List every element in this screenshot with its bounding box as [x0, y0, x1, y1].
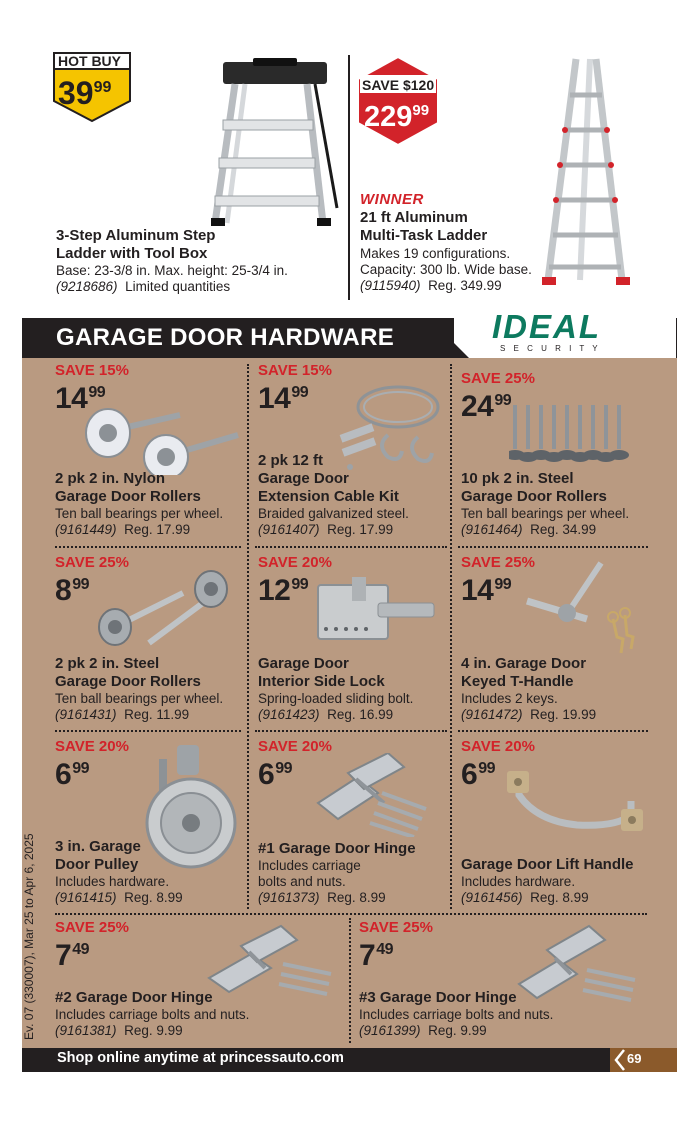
save-label: SAVE 20%	[461, 738, 535, 755]
product-name	[359, 989, 517, 1007]
sku-line	[360, 278, 532, 294]
desc-line: Makes 19 configurations.	[360, 246, 511, 261]
step-ladder-image	[205, 58, 345, 228]
product-desc	[55, 874, 183, 906]
sku: (9161472)	[461, 707, 523, 722]
grid-divider	[55, 730, 241, 732]
regular-price: Reg. 9.99	[124, 1023, 183, 1038]
product-name	[258, 840, 416, 858]
product-desc	[461, 874, 589, 906]
product-name	[258, 655, 385, 691]
grid-divider	[55, 913, 647, 915]
product-card-cable-kit	[258, 363, 448, 543]
price-cents: 99	[412, 102, 430, 119]
product-name	[258, 452, 399, 506]
product-card-lift-handle	[461, 739, 651, 911]
hot-buy-price	[58, 72, 111, 109]
ideal-logo-text: IDEAL	[492, 308, 601, 345]
sku: (9161449)	[55, 522, 117, 537]
price-cents: 99	[494, 392, 512, 409]
sku-line	[258, 522, 409, 538]
product-name	[55, 470, 201, 506]
product-name	[461, 856, 634, 874]
page-number-tab	[610, 1048, 677, 1072]
product-card-hinge-3	[359, 920, 651, 1042]
name-line: 10 pk 2 in. Steel	[461, 470, 574, 487]
product-desc	[461, 691, 596, 723]
product-desc	[55, 691, 223, 723]
sku-line	[55, 1023, 249, 1039]
product-desc	[55, 506, 223, 538]
name-line: Garage Door	[258, 470, 349, 487]
lift-handle-image	[497, 765, 647, 845]
sku: (9161381)	[55, 1023, 117, 1038]
save-label: SAVE 20%	[258, 738, 332, 755]
name-line: 2 pk 12 ft	[258, 452, 324, 469]
regular-price: Reg. 11.99	[124, 707, 190, 722]
side-lock-image	[308, 577, 438, 647]
price-dollars: 14	[258, 382, 291, 415]
desc-line: Includes carriage	[258, 858, 361, 873]
hinge-2-image	[205, 924, 345, 1006]
save-label: SAVE 25%	[359, 919, 433, 936]
price-cents: 99	[291, 384, 309, 401]
name-line: 3-Step Aluminum Step	[56, 227, 216, 244]
sku: (9161407)	[258, 522, 320, 537]
hot-buy-label: HOT BUY	[58, 53, 121, 69]
product-name	[461, 470, 607, 506]
product-card-nylon-rollers	[55, 363, 245, 543]
hinge-1-image	[308, 753, 448, 837]
sku-line	[258, 707, 413, 723]
page-number: 69	[627, 1051, 642, 1066]
product-desc	[258, 506, 409, 538]
save-label: SAVE 15%	[55, 362, 129, 379]
desc-line: Includes carriage bolts and nuts.	[55, 1007, 250, 1022]
multitask-ladder-image	[530, 55, 640, 287]
price-cents: 49	[72, 941, 89, 958]
name-line: #2 Garage Door Hinge	[55, 989, 213, 1006]
desc-line: Includes hardware.	[55, 874, 170, 889]
save-label: SAVE 25%	[55, 919, 129, 936]
desc-line: Includes carriage bolts and nuts.	[359, 1007, 554, 1022]
sku-line	[359, 1023, 553, 1039]
winner-price	[364, 96, 429, 132]
product-desc	[258, 858, 386, 906]
sku: (9115940)	[360, 278, 421, 293]
desc-line: Ten ball bearings per wheel.	[55, 506, 224, 521]
regular-price: Reg. 8.99	[530, 890, 589, 905]
grid-divider	[458, 730, 648, 732]
product-desc	[258, 691, 413, 723]
price-dollars: 8	[55, 574, 72, 607]
price-dollars: 12	[258, 574, 291, 607]
price-cents: 99	[72, 760, 89, 777]
sku-line	[258, 890, 386, 906]
regular-price: Reg. 8.99	[327, 890, 386, 905]
name-line: Door Pulley	[55, 856, 139, 873]
product-name	[55, 655, 201, 691]
name-line: Garage Door Rollers	[461, 488, 607, 505]
footer-shop-online-link[interactable]: Shop online anytime at princessauto.com	[57, 1050, 344, 1066]
grid-divider	[349, 918, 351, 1043]
sku: (9161464)	[461, 522, 523, 537]
sku: (9218686)	[56, 279, 118, 294]
price-dollars: 229	[364, 101, 413, 133]
name-line: 2 pk 2 in. Nylon	[55, 470, 166, 487]
product-desc-multitask-ladder	[360, 246, 532, 294]
sku-line	[461, 890, 589, 906]
desc-note: Limited quantities	[125, 279, 231, 294]
name-line: Extension Cable Kit	[258, 488, 399, 505]
grid-divider	[458, 546, 648, 548]
price-dollars: 7	[55, 939, 72, 972]
regular-price: Reg. 17.99	[327, 522, 394, 537]
sku: (9161399)	[359, 1023, 421, 1038]
name-line: 4 in. Garage Door	[461, 655, 587, 672]
sku: (9161373)	[258, 890, 320, 905]
product-name-step-ladder	[56, 227, 215, 263]
product-card-10pk-rollers	[461, 371, 651, 543]
desc-line: bolts and nuts.	[258, 874, 346, 889]
hinge-3-image	[515, 924, 645, 1014]
price-cents: 99	[72, 576, 89, 593]
price-dollars: 6	[461, 758, 478, 791]
name-line: 2 pk 2 in. Steel	[55, 655, 160, 672]
regular-price: Reg. 9.99	[428, 1023, 487, 1038]
price-dollars: 39	[58, 75, 94, 111]
product-card-t-handle	[461, 555, 651, 727]
save-label: SAVE 25%	[461, 554, 535, 571]
winner-brand-logo: WINNER	[360, 191, 424, 208]
name-line: Ladder with Tool Box	[56, 245, 208, 262]
product-card-pulley	[55, 739, 245, 911]
grid-divider	[247, 364, 249, 909]
product-desc	[461, 506, 629, 538]
steel-roller-image	[93, 567, 233, 647]
sku-line	[56, 279, 288, 295]
price-cents: 99	[88, 384, 106, 401]
desc-line: Base: 23-3/8 in. Max. height: 25-3/4 in.	[56, 263, 288, 278]
product-desc	[359, 1007, 553, 1039]
sku: (9161415)	[55, 890, 117, 905]
name-line: 3 in. Garage	[55, 838, 141, 855]
sku-line	[461, 707, 596, 723]
event-date-note: Ev. 07 (330007), Mar 25 to Apr 6, 2025	[22, 833, 36, 1040]
name-line: #3 Garage Door Hinge	[359, 989, 517, 1006]
sku: (9161456)	[461, 890, 523, 905]
name-line: Interior Side Lock	[258, 673, 385, 690]
save-label: SAVE 15%	[258, 362, 332, 379]
price-dollars: 6	[258, 758, 275, 791]
name-line: Garage Door Lift Handle	[461, 856, 634, 873]
price-dollars: 24	[461, 390, 494, 423]
product-card-hinge-2	[55, 920, 347, 1042]
section-title: GARAGE DOOR HARDWARE	[56, 324, 395, 351]
desc-line: Ten ball bearings per wheel.	[461, 506, 630, 521]
price-cents: 99	[478, 760, 495, 777]
save-label: SAVE 25%	[55, 554, 129, 571]
product-desc	[55, 1007, 249, 1039]
product-name	[55, 838, 141, 874]
price-dollars: 14	[461, 574, 494, 607]
regular-price: Reg. 16.99	[327, 707, 394, 722]
desc-line: Includes hardware.	[461, 874, 576, 889]
product-card-side-lock	[258, 555, 448, 727]
regular-price: Reg. 17.99	[124, 522, 191, 537]
regular-price: Reg. 19.99	[530, 707, 597, 722]
desc-line: Includes 2 keys.	[461, 691, 558, 706]
price-dollars: 7	[359, 939, 376, 972]
name-line: #1 Garage Door Hinge	[258, 840, 416, 857]
save-label: SAVE 20%	[258, 554, 332, 571]
sku-line	[55, 890, 183, 906]
sku-line	[461, 522, 629, 538]
sku: (9161423)	[258, 707, 320, 722]
sku-line	[55, 522, 223, 538]
save-badge-label: SAVE $120	[362, 77, 435, 93]
product-desc-step-ladder	[56, 263, 288, 295]
product-card-hinge-1	[258, 739, 448, 911]
name-line: Garage Door Rollers	[55, 488, 201, 505]
sku: (9161431)	[55, 707, 117, 722]
grid-divider	[55, 546, 241, 548]
desc-line: Spring-loaded sliding bolt.	[258, 691, 414, 706]
product-name-multitask-ladder	[360, 209, 487, 245]
product-card-steel-rollers	[55, 555, 245, 727]
grid-divider	[450, 364, 452, 909]
price-cents: 99	[275, 760, 292, 777]
ideal-logo-subtext: S E C U R I T Y	[500, 344, 601, 353]
name-line: Multi-Task Ladder	[360, 227, 488, 244]
price-dollars: 14	[55, 382, 88, 415]
nylon-roller-image	[80, 395, 240, 475]
name-line: Keyed T-Handle	[461, 673, 574, 690]
regular-price: Reg. 8.99	[124, 890, 183, 905]
name-line: Garage Door Rollers	[55, 673, 201, 690]
name-line: Garage Door	[258, 655, 349, 672]
price-cents: 49	[376, 941, 393, 958]
desc-line: Capacity: 300 lb. Wide base.	[360, 262, 532, 277]
save-label: SAVE 25%	[461, 370, 535, 387]
product-name	[55, 989, 213, 1007]
name-line: 21 ft Aluminum	[360, 209, 468, 226]
save-label: SAVE 20%	[55, 738, 129, 755]
desc-line: Braided galvanized steel.	[258, 506, 409, 521]
price-dollars: 6	[55, 758, 72, 791]
t-handle-image	[521, 561, 641, 661]
regular-price: Reg. 34.99	[530, 522, 597, 537]
price-cents: 99	[291, 576, 309, 593]
product-name	[461, 655, 586, 691]
pulley-image	[139, 745, 239, 869]
grid-divider	[255, 546, 447, 548]
sku-line	[55, 707, 223, 723]
regular-price: Reg. 349.99	[428, 278, 502, 293]
price-cents: 99	[494, 576, 512, 593]
price-cents: 99	[93, 79, 112, 96]
desc-line: Ten ball bearings per wheel.	[55, 691, 224, 706]
grid-divider	[255, 730, 447, 732]
vertical-separator	[348, 55, 350, 300]
roller-set-image	[509, 403, 639, 465]
